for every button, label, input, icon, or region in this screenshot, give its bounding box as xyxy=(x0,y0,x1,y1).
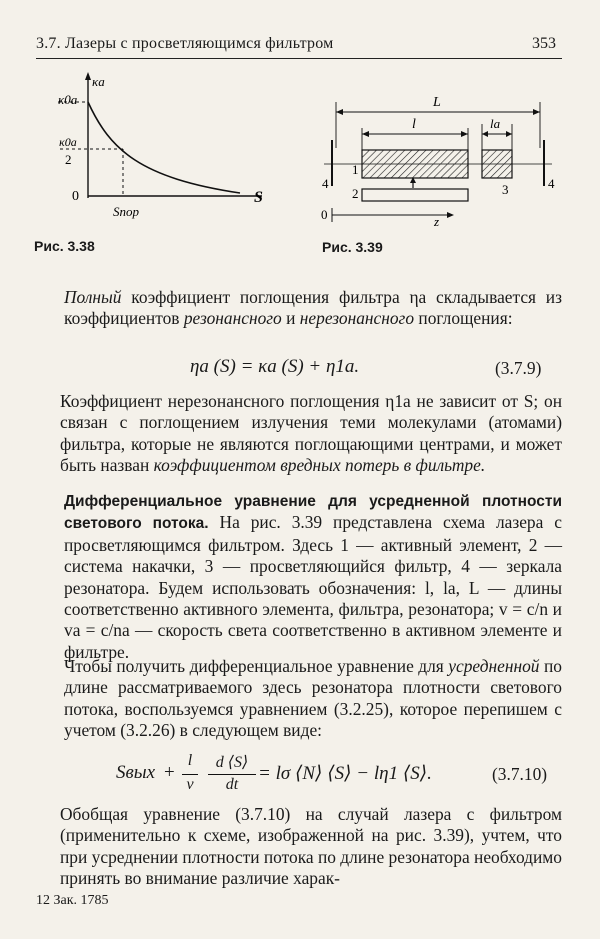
label-4-right: 4 xyxy=(548,176,555,191)
eq-rhs: = lσ ⟨N⟩ ⟨S⟩ − lη1 ⟨S⟩. xyxy=(258,763,432,784)
paragraph-4-text-b: по длине рассматриваемого здесь резонатора плотности светового потока, воспользуемся уравнением (3.2.25), которое перепишем с учетом (3.2.26) в следующем виде: xyxy=(64,656,562,741)
term-resonant: резонансного xyxy=(183,308,282,329)
equation-3-7-10 xyxy=(116,752,562,798)
paragraph-2 xyxy=(60,391,562,477)
figure-3-38-caption: Рис. 3.38 xyxy=(34,238,95,254)
paragraph-1-text-a: коэффициент поглощения фильтра ηa складывается из коэффициентов xyxy=(64,287,562,329)
z-axis-arrow xyxy=(447,212,454,218)
running-header xyxy=(36,34,562,59)
paragraph-1-text-c: поглощения: xyxy=(414,308,513,329)
pump-system xyxy=(362,189,468,201)
x-axis-label: S xyxy=(254,189,263,206)
x-tick-label: Sпор xyxy=(113,204,139,219)
dim-l-arrow-left xyxy=(362,131,369,137)
paragraph-5 xyxy=(60,804,562,890)
frac1-num: l xyxy=(187,752,193,769)
origin-label: 0 xyxy=(72,189,79,204)
section-heading: Дифференциальное уравнение для усредненной плотности светового потока. xyxy=(64,493,562,533)
dim-L-arrow-right xyxy=(533,109,540,115)
footer-signature: 12 Зак. 1785 xyxy=(36,893,109,908)
label-z: z xyxy=(434,214,440,229)
label-3: 3 xyxy=(502,182,509,197)
paragraph-4-text-a: Чтобы получить дифференциальное уравнение для xyxy=(64,656,449,676)
figure-3-38 xyxy=(50,70,280,230)
figure-3-39 xyxy=(318,88,558,230)
y-tick-top: κ0a xyxy=(58,92,78,107)
y-axis-label: κa xyxy=(92,74,105,89)
term-harmful-losses: коэффициентом вредных потерь в фильтре. xyxy=(153,455,486,476)
label-2: 2 xyxy=(352,186,359,201)
equation-3-7-10-number: (3.7.10) xyxy=(492,764,548,784)
label-la: la xyxy=(490,116,501,131)
paragraph-2-text: Коэффициент нерезонансного поглощения η1a не зависит от S; он связан с поглощением излучения теми молекулами (атомами) фильтра, которые не являются поглощающими центрами, и может быть назван xyxy=(60,391,562,476)
paragraph-4 xyxy=(64,656,562,742)
label-L: L xyxy=(433,95,441,110)
frac1-den: v xyxy=(186,776,194,793)
figure-3-39-caption: Рис. 3.39 xyxy=(322,239,383,255)
paragraph-1-text-b: и xyxy=(281,308,300,329)
paragraph-5-text: Обобщая уравнение (3.7.10) на случай лазера с фильтром (применительно к схеме, изображенной на рис. 3.39), учтем, что при усреднении плотности потока по длине резонатора необходимо принять во внимание различие харак- xyxy=(60,804,562,889)
y-tick-half-num: κ0a xyxy=(59,135,77,149)
term-full: Полный xyxy=(64,287,122,307)
dim-L-arrow-left xyxy=(336,109,343,115)
decay-curve xyxy=(88,102,240,193)
eq-lhs-s: Sвых xyxy=(116,762,156,783)
dim-la-arrow-right xyxy=(506,131,512,137)
section-title: 3.7. Лазеры с просветляющимся фильтром xyxy=(36,35,334,52)
paragraph-3-text: На рис. 3.39 представлена схема лазера с просветляющимся фильтром. Здесь 1 — активный элемент, 2 — система накачки, 3 — просветляющийся фильтр, 4 — зеркала резонатора. Будем использовать обозначения: l, la, L — длины соответственно активного элемента, фильтра, резонатора; v = c/n и va = c/na — скорость света соответственно в активном элементе и фильтре. xyxy=(64,512,562,662)
eq-plus: + xyxy=(164,762,175,783)
paragraph-1 xyxy=(64,287,562,330)
filter-element xyxy=(482,150,512,178)
y-axis-arrow xyxy=(85,72,91,80)
label-l: l xyxy=(412,117,416,132)
label-4-left: 4 xyxy=(322,176,329,191)
page-number: 353 xyxy=(532,35,556,52)
active-element xyxy=(362,150,468,178)
label-1: 1 xyxy=(352,162,359,177)
dim-la-arrow-left xyxy=(482,131,488,137)
label-0: 0 xyxy=(321,207,328,222)
equation-3-7-9-number: (3.7.9) xyxy=(495,358,542,378)
term-averaged: усредненной xyxy=(448,656,540,676)
dim-l-arrow-right xyxy=(461,131,468,137)
paragraph-3 xyxy=(64,490,562,663)
frac2-den: dt xyxy=(225,776,239,793)
frac2-bar xyxy=(208,774,256,775)
y-tick-half-den: 2 xyxy=(65,152,72,167)
equation-3-7-9: ηa (S) = κa (S) + η1a. xyxy=(190,356,360,377)
frac2-num: d ⟨S⟩ xyxy=(215,754,249,771)
frac1-bar xyxy=(182,774,198,775)
term-nonresonant: нерезонансного xyxy=(299,308,415,329)
